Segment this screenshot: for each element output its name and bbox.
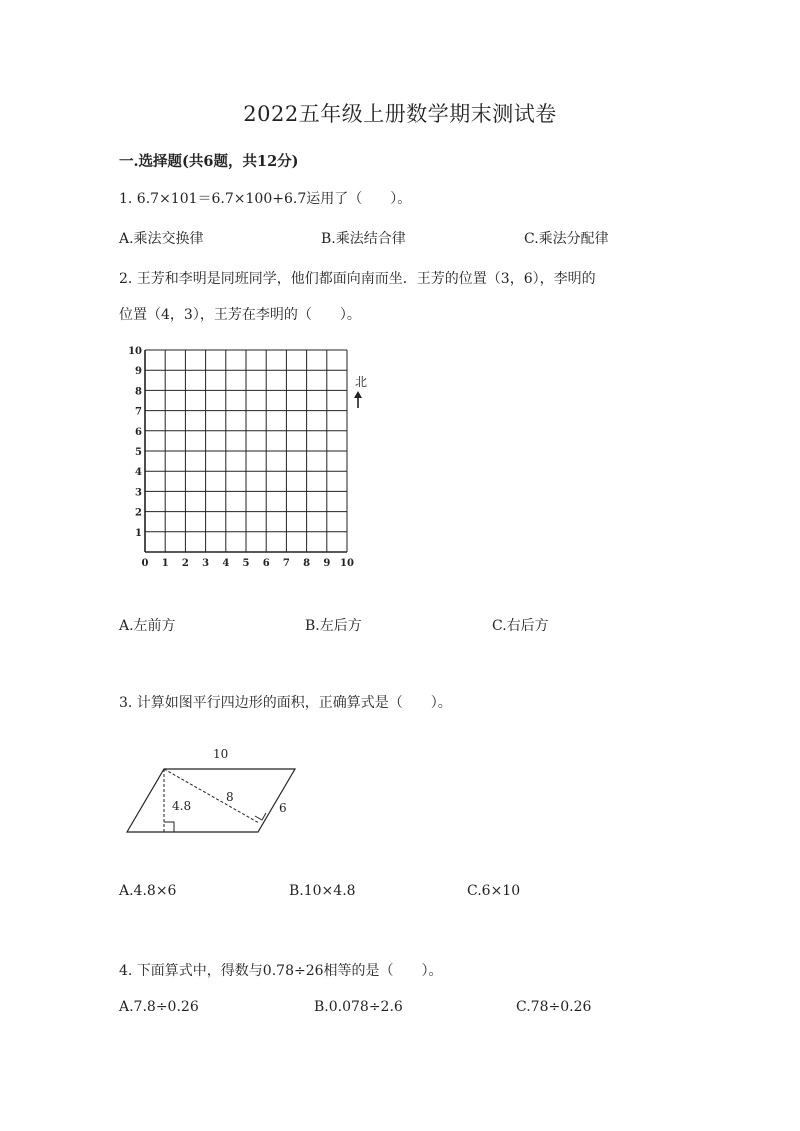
y-tick-label: 3 bbox=[135, 487, 142, 499]
x-tick-label: 0 bbox=[141, 558, 149, 569]
y-tick-label: 8 bbox=[135, 386, 142, 398]
parallelogram-figure bbox=[115, 740, 315, 840]
question-3-option-a: A.4.8×6 bbox=[119, 883, 177, 899]
question-3-text: 3. 计算如图平行四边形的面积，正确算式是（ ）。 bbox=[119, 695, 452, 711]
x-tick-label: 3 bbox=[202, 558, 210, 569]
x-tick-label: 10 bbox=[340, 558, 354, 569]
y-tick-label: 9 bbox=[135, 366, 142, 378]
parallelogram-shape bbox=[127, 769, 295, 832]
y-tick-label: 2 bbox=[135, 507, 142, 519]
x-tick-label: 7 bbox=[282, 558, 290, 569]
perpendicular-line bbox=[164, 769, 259, 823]
question-2-option-a: A.左前方 bbox=[119, 618, 176, 634]
question-2-option-b: B.左后方 bbox=[305, 618, 362, 634]
x-tick-label: 8 bbox=[303, 558, 311, 569]
y-tick-label: 5 bbox=[135, 447, 142, 458]
grid-lines bbox=[145, 350, 347, 552]
question-1-text: 1. 6.7×101＝6.7×100+6.7运用了（ ）。 bbox=[119, 191, 412, 207]
question-4-option-a: A.7.8÷0.26 bbox=[119, 999, 199, 1015]
question-4-text: 4. 下面算式中，得数与0.78÷26相等的是（ ）。 bbox=[119, 963, 443, 979]
x-tick-label: 5 bbox=[242, 558, 250, 569]
y-tick-label: 7 bbox=[135, 406, 142, 418]
y-tick-label: 4 bbox=[135, 467, 142, 479]
section-heading: 一.选择题(共6题，共12分) bbox=[119, 153, 299, 170]
question-2-text-line1: 2. 王芳和李明是同班同学，他们都面向南而坐．王芳的位置（3，6），李明的 bbox=[119, 271, 596, 287]
question-4-option-c: C.78÷0.26 bbox=[516, 999, 592, 1015]
page-title: 2022五年级上册数学期末测试卷 bbox=[243, 102, 557, 126]
x-tick-label: 4 bbox=[222, 558, 230, 569]
question-1-option-a: A.乘法交换律 bbox=[119, 231, 204, 247]
y-tick-label: 1 bbox=[135, 527, 142, 539]
question-3-option-b: B.10×4.8 bbox=[289, 883, 356, 899]
y-tick-label: 6 bbox=[135, 426, 142, 438]
question-2-text-line2: 位置（4，3），王芳在李明的（ ）。 bbox=[119, 307, 361, 323]
north-label: 北 bbox=[355, 375, 368, 389]
x-tick-label: 1 bbox=[161, 558, 169, 569]
x-tick-label: 2 bbox=[181, 558, 189, 569]
question-1-option-c: C.乘法分配律 bbox=[524, 231, 609, 247]
right-angle-mark-side bbox=[255, 813, 266, 820]
label-height: 4.8 bbox=[172, 799, 192, 813]
north-arrow-icon bbox=[354, 391, 362, 408]
label-side: 6 bbox=[279, 801, 287, 815]
question-1-option-b: B.乘法结合律 bbox=[321, 231, 406, 247]
x-tick-label: 6 bbox=[262, 558, 270, 569]
question-3-option-c: C.6×10 bbox=[467, 883, 521, 899]
x-tick-label: 9 bbox=[323, 558, 331, 569]
right-angle-mark-height bbox=[164, 822, 174, 832]
question-4-option-b: B.0.078÷2.6 bbox=[314, 999, 403, 1015]
label-diagonal: 8 bbox=[226, 790, 234, 804]
question-2-option-c: C.右后方 bbox=[492, 618, 549, 634]
grid-labels bbox=[128, 346, 354, 569]
coordinate-grid bbox=[125, 346, 375, 580]
label-top: 10 bbox=[213, 747, 229, 761]
y-tick-label: 10 bbox=[128, 346, 142, 357]
